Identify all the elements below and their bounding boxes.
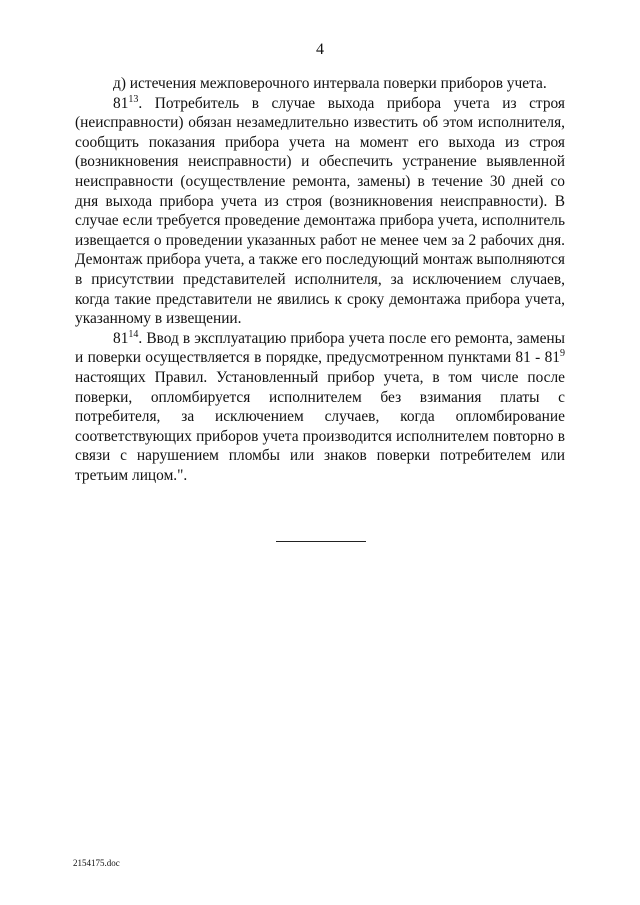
document-body xyxy=(75,74,565,485)
clause-superscript: 13 xyxy=(128,93,139,105)
document-id: 2154175.doc xyxy=(73,858,120,868)
clause-superscript: 14 xyxy=(128,328,139,340)
paragraph-d-text: д) истечения межповерочного интервала поверки приборов учета. xyxy=(113,75,547,92)
end-separator-line xyxy=(276,541,366,542)
paragraph-81-14-text-a: . Ввод в эксплуатацию прибора учета после его ремонта, замены и поверки осуществляется в порядке, предусмотренном пунктами 81 - 81 xyxy=(75,329,565,367)
paragraph-81-14-text-b: настоящих Правил. Установленный прибор учета, в том числе после поверки, опломбируется исполнителем без взимания платы с потребителя, за исключением случаев, когда опломбирование соответствующих приборов учета производится исполнителем повторно в связи с нарушением пломбы или знаков поверки потребителем или третьим лицом.". xyxy=(75,368,565,484)
page-number: 4 xyxy=(316,41,324,58)
paragraph-81-13-text: . Потребитель в случае выхода прибора учета из строя (неисправности) обязан незамедлительно известить об этом исполнителя, сообщить показания прибора учета на момент его выхода из строя (возникновения неисправности) и обеспечить устранение выявленной неисправности (осуществление ремонта, замены) в течение 30 дней со дня выхода прибора учета из строя (возникновения неисправности). В случае если требуется проведение демонтажа прибора учета, исполнитель извещается о проведении указанных работ не менее чем за 2 рабочих дня. Демонтаж прибора учета, а также его последующий монтаж выполняются в присутствии представителей исполнителя, за исключением случаев, когда такие представители не явились к сроку демонтажа прибора учета, указанному в извещении. xyxy=(75,94,565,328)
paragraph-81-13 xyxy=(75,94,565,329)
paragraph-81-14 xyxy=(75,329,565,486)
reference-superscript: 9 xyxy=(560,348,565,360)
paragraph-d xyxy=(75,74,565,94)
clause-number: 81 xyxy=(113,329,129,347)
clause-number: 81 xyxy=(113,94,129,112)
